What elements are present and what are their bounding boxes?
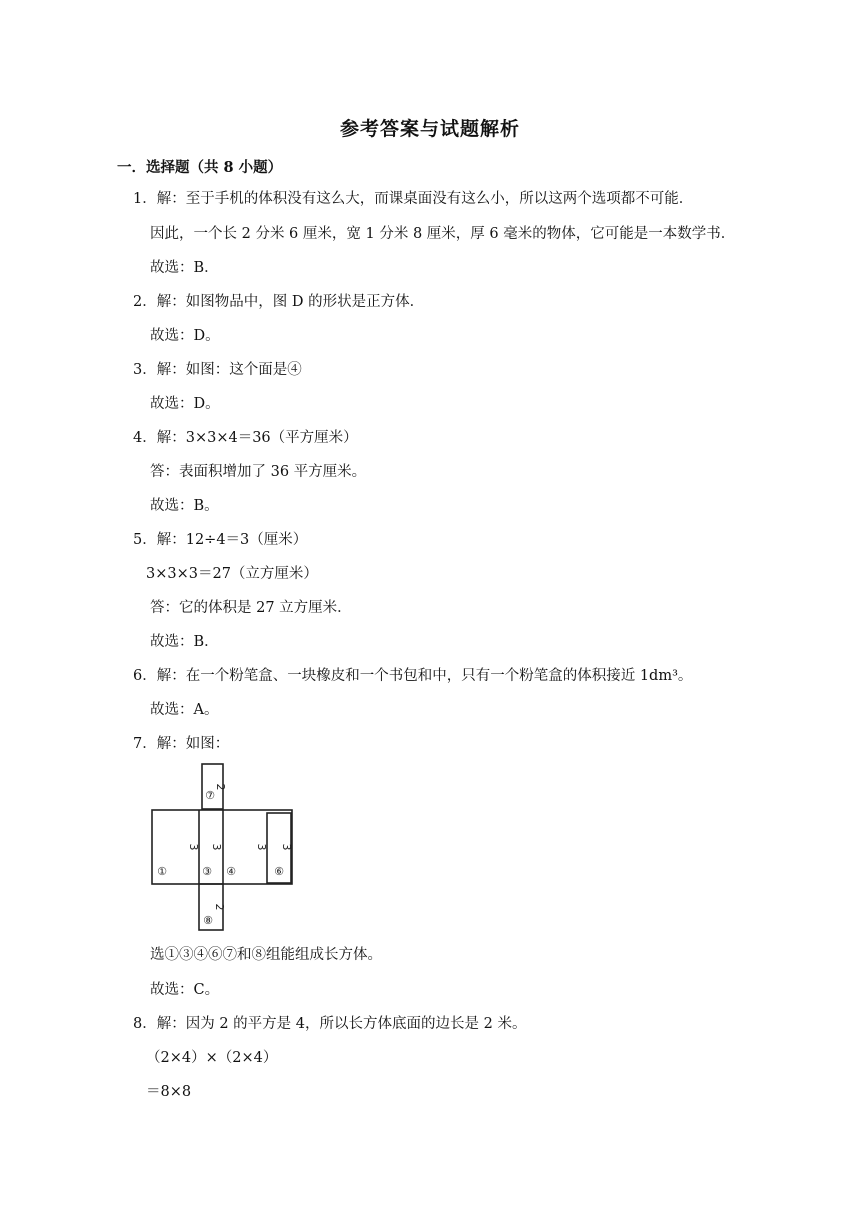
net-dim-1: 3 — [187, 843, 200, 851]
q5-equation: 3×3×3＝27（立方厘米） — [146, 566, 318, 582]
net-dim-8: 2 — [213, 903, 226, 911]
section-heading: 一．选择题（共 8 小题） — [117, 159, 283, 176]
q8-equation-step: ＝8×8 — [146, 1084, 192, 1100]
q3-answer: 故选：D。 — [150, 396, 220, 412]
q7-answer: 故选：C。 — [150, 982, 220, 998]
q6-answer: 故选：A。 — [150, 702, 219, 718]
q2-answer: 故选：D。 — [150, 328, 220, 344]
net-dim-3: 3 — [210, 843, 223, 851]
net-label-1: ① — [157, 865, 167, 878]
q2-solution: 2．解：如图物品中，图 D 的形状是正方体． — [133, 294, 425, 310]
q7-solution: 7．解：如图： — [133, 736, 230, 752]
page-title: 参考答案与试题解析 — [339, 118, 520, 140]
net-dim-7: 2 — [214, 783, 227, 791]
q1-solution-cont: 因此，一个长 2 分米 6 厘米，宽 1 分米 8 厘米，厚 6 毫米的物体，它可能是一本数学书． — [150, 226, 736, 242]
net-label-8: ⑧ — [203, 914, 213, 927]
q3-solution: 3．解：如图：这个面是④ — [133, 362, 302, 378]
q4-statement: 答：表面积增加了 36 平方厘米。 — [150, 464, 367, 480]
q5-statement: 答：它的体积是 27 立方厘米． — [150, 600, 352, 616]
net-label-6: ⑥ — [274, 865, 284, 878]
net-label-7: ⑦ — [205, 789, 215, 802]
net-dim-6: 3 — [280, 843, 293, 851]
q8-equation: （2×4）×（2×4） — [146, 1050, 278, 1066]
q5-answer: 故选：B． — [150, 634, 219, 650]
q4-solution: 4．解：3×3×4＝36（平方厘米） — [133, 430, 358, 446]
cuboid-net-figure — [150, 763, 296, 931]
net-dim-4: 3 — [255, 843, 268, 851]
q7-statement: 选①③④⑥⑦和⑧组能组成长方体。 — [150, 947, 382, 963]
q1-answer: 故选：B． — [150, 260, 219, 276]
q6-solution: 6．解：在一个粉笔盒、一块橡皮和一个书包和中，只有一个粉笔盒的体积接近 1dm³。 — [133, 668, 693, 684]
q8-solution: 8．解：因为 2 的平方是 4，所以长方体底面的边长是 2 米。 — [133, 1016, 527, 1032]
q4-answer: 故选：B。 — [150, 498, 219, 514]
cuboid-net-svg — [150, 763, 296, 931]
q5-solution: 5．解：12÷4＝3（厘米） — [133, 532, 308, 548]
net-label-3: ③ — [202, 865, 212, 878]
net-label-4: ④ — [226, 865, 236, 878]
q1-solution: 1．解：至于手机的体积没有这么大，而课桌面没有这么小，所以这两个选项都不可能． — [133, 191, 694, 207]
